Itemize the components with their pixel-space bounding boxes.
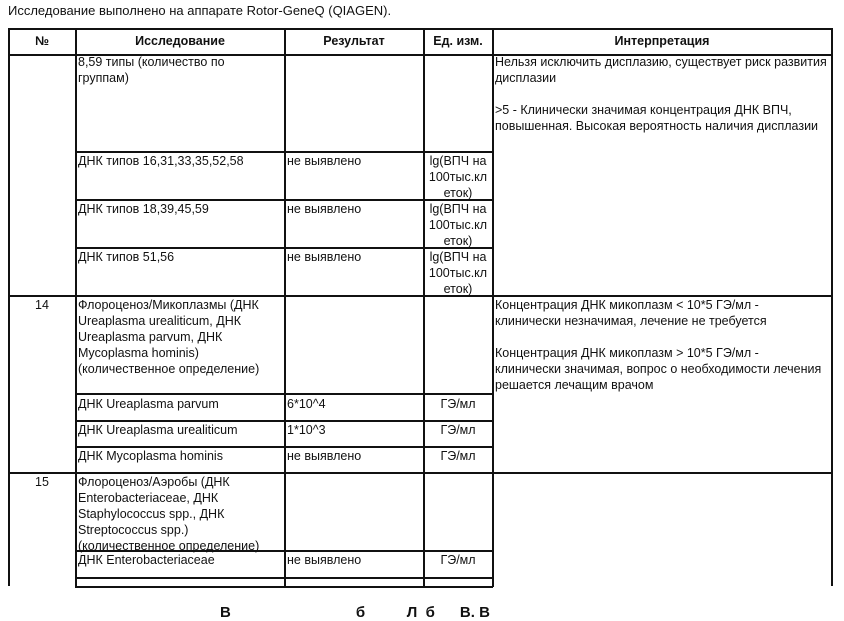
table-border	[75, 54, 77, 587]
table-border	[75, 393, 493, 395]
row-unit: ГЭ/мл	[440, 423, 476, 437]
footer-signature-text: В б Л б В. В	[220, 604, 490, 621]
row-result: не выявлено	[287, 154, 362, 168]
header-interpretation: Интерпретация	[614, 34, 710, 48]
table-border	[75, 577, 493, 579]
interpretation-paragraph: >5 - Клинически значимая концентрация ДНК ВПЧ, повышенная. Высокая вероятность наличия дисплазии	[495, 103, 819, 133]
row-result: не выявлено	[287, 202, 362, 216]
study-title: Флороценоз/Микоплазмы (ДНК Ureaplasma urealiticum, ДНК Ureaplasma parvum, ДНК Mycoplasma hominis) (количественное определение)	[78, 298, 260, 376]
row-name: ДНК типов 51,56	[78, 250, 175, 264]
row-unit: lg(ВПЧ на 100тыс.кл еток)	[428, 250, 488, 296]
intro-text: Исследование выполнено на аппарате Rotor-GeneQ (QIAGEN).	[8, 3, 392, 18]
row-result: не выявлено	[287, 449, 362, 463]
row-number: 15	[35, 475, 49, 489]
row-unit: ГЭ/мл	[440, 397, 476, 411]
interpretation-paragraph: Концентрация ДНК микоплазм > 10*5 ГЭ/мл - клинически значимая, вопрос о необходимости лечения решается лечащим врачом	[495, 346, 822, 392]
row-unit: lg(ВПЧ на 100тыс.кл еток)	[428, 154, 488, 200]
header-study: Исследование	[135, 34, 225, 48]
study-title: Флороценоз/Аэробы (ДНК Enterobacteriaceae, ДНК Staphylococcus spp., ДНК Streptococcus spp.) (количественное определение)	[78, 475, 260, 553]
row-name: ДНК типов 16,31,33,35,52,58	[78, 154, 244, 168]
row-unit: ГЭ/мл	[440, 449, 476, 463]
table-border	[284, 28, 286, 587]
row-result: 6*10^4	[287, 397, 326, 411]
row-name: ДНК типов 18,39,45,59	[78, 202, 209, 216]
interpretation	[495, 297, 827, 409]
header-unit: Ед. изм.	[433, 34, 483, 48]
header-number: №	[35, 34, 49, 48]
row-name: ДНК Mycoplasma hominis	[78, 449, 223, 463]
row-result: не выявлено	[287, 250, 362, 264]
interpretation-paragraph: Концентрация ДНК микоплазм < 10*5 ГЭ/мл - клинически незначимая, лечение не требуется	[495, 298, 767, 328]
row-name: ДНК Enterobacteriaceae	[78, 553, 215, 567]
row-number: 14	[35, 298, 49, 312]
study-title: 8,59 типы (количество по группам)	[78, 55, 225, 85]
table-border	[8, 28, 833, 30]
header-result: Результат	[323, 34, 385, 48]
interpretation-paragraph: Нельзя исключить дисплазию, существует риск развития дисплазии	[495, 55, 827, 85]
row-unit: ГЭ/мл	[440, 553, 476, 567]
row-unit: lg(ВПЧ на 100тыс.кл еток)	[428, 202, 488, 248]
table-border	[831, 28, 833, 586]
table-border	[423, 28, 425, 587]
table-border	[75, 586, 493, 588]
row-result: не выявлено	[287, 553, 362, 567]
row-result: 1*10^3	[287, 423, 326, 437]
interpretation	[495, 54, 827, 150]
row-name: ДНК Ureaplasma urealiticum	[78, 423, 238, 437]
table-border	[492, 28, 494, 587]
row-name: ДНК Ureaplasma parvum	[78, 397, 219, 411]
